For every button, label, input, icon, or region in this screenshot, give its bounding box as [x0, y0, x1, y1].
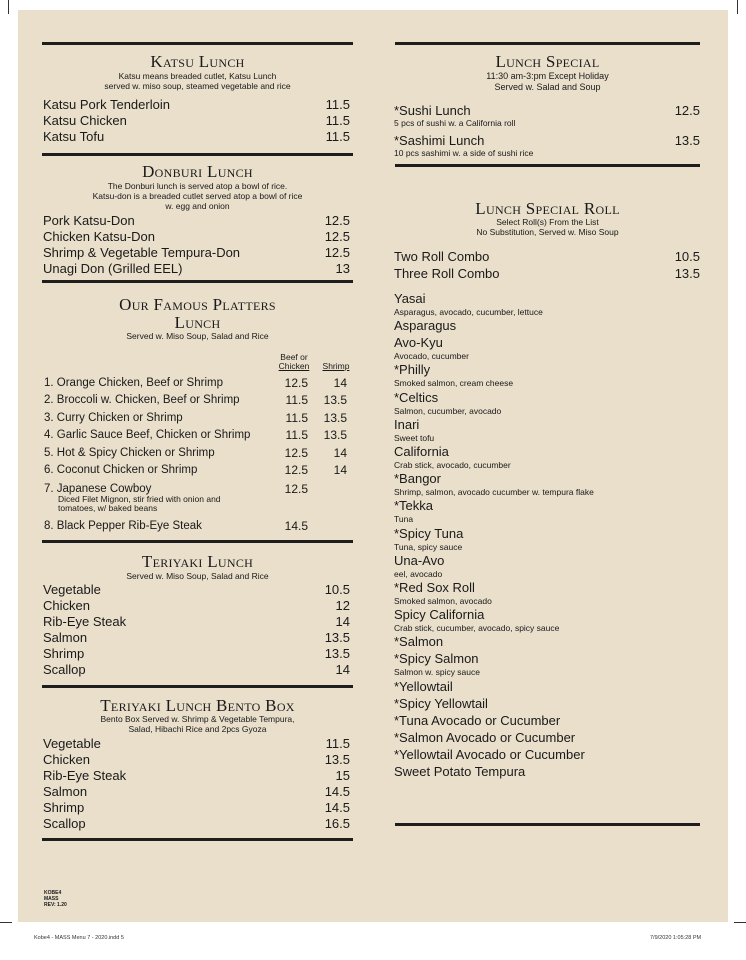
roll-name: Spicy California	[394, 607, 485, 623]
menu-item-price: 13.5	[324, 646, 350, 661]
donburi-subtitle: w. egg and onion	[165, 201, 230, 211]
menu-item-price: 16.5	[324, 816, 350, 831]
menu-item-name: Scallop	[43, 662, 86, 677]
platters-title-lunch: Lunch	[174, 313, 221, 332]
menu-item-name: Chicken	[43, 598, 90, 613]
print-mark: MASS	[44, 896, 59, 902]
roll-description: Smoked salmon, cream cheese	[394, 378, 514, 389]
crop-mark	[8, 0, 9, 14]
platter-name: 4. Garlic Sauce Beef, Chicken or Shrimp	[44, 429, 251, 442]
divider	[42, 838, 353, 841]
platters-title: Our Famous Platters	[119, 295, 276, 314]
platter-price-beef-chicken: 14.5	[284, 519, 308, 533]
roll-name: California	[394, 444, 449, 459]
lunch-special-hours: 11:30 am-3:pm Except Holiday	[486, 71, 609, 81]
platter-name: 2. Broccoli w. Chicken, Beef or Shrimp	[44, 394, 240, 407]
menu-item-name: *Sushi Lunch	[394, 103, 471, 118]
column-header-shrimp: Shrimp	[322, 361, 350, 371]
divider	[395, 42, 700, 45]
special-roll-title: Lunch Special Roll	[475, 199, 620, 218]
roll-description: Crab stick, avocado, cucumber	[394, 460, 511, 470]
special-roll-subtitle: No Substitution, Served w. Miso Soup	[476, 227, 619, 237]
platter-price-shrimp: 13.5	[323, 410, 347, 425]
crop-mark	[0, 922, 12, 923]
menu-item-price: 14.5	[324, 784, 350, 799]
roll-name: *Tuna Avocado or Cucumber	[394, 712, 561, 728]
menu-item-price: 13	[335, 261, 350, 276]
roll-description: Asparagus, avocado, cucumber, lettuce	[394, 307, 543, 317]
menu-item-name: Shrimp	[43, 800, 85, 815]
divider	[395, 164, 700, 167]
menu-item-price: 12.5	[324, 213, 350, 228]
crop-mark	[737, 0, 738, 14]
platter-price-beef-chicken: 11.5	[285, 410, 308, 425]
menu-item-price: 13.5	[324, 630, 350, 645]
platter-name: 8. Black Pepper Rib-Eye Steak	[44, 520, 202, 532]
roll-name: *Spicy Salmon	[394, 651, 479, 667]
roll-name: Avo-Kyu	[394, 335, 443, 351]
menu-item-price: 15	[335, 768, 350, 783]
platter-name: 3. Curry Chicken or Shrimp	[44, 411, 183, 424]
bento-subtitle: Salad, Hibachi Rice and 2pcs Gyoza	[128, 724, 267, 734]
roll-name: *Bangor	[394, 471, 441, 487]
katsu-subtitle: Katsu means breaded cutlet, Katsu Lunch	[118, 71, 277, 81]
donburi-title: Donburi Lunch	[142, 162, 253, 181]
roll-name: *Spicy Tuna	[394, 525, 464, 541]
menu-item-price: 14	[335, 662, 350, 677]
print-mark: REV: 1.20	[44, 902, 67, 908]
platter-price-beef-chicken: 11.5	[285, 393, 308, 408]
divider	[42, 540, 353, 543]
menu-item-price: 14.5	[324, 800, 350, 815]
platter-name: 6. Coconut Chicken or Shrimp	[44, 464, 198, 476]
menu-item-name: Salmon	[43, 784, 88, 799]
footer-file: Kobe4 - MASS Menu 7 - 2020.indd 5	[34, 935, 124, 941]
roll-description: Smoked salmon, avocado	[394, 596, 492, 606]
menu-item-name: Vegetable	[43, 582, 101, 597]
platter-name: 7. Japanese Cowboy	[44, 483, 152, 495]
teriyaki-title: Teriyaki Lunch	[141, 552, 254, 571]
roll-description: Salmon, cucumber, avocado	[394, 405, 502, 416]
menu-item-price: 11.5	[325, 97, 350, 112]
combo-name: Two Roll Combo	[394, 249, 490, 264]
divider	[42, 280, 353, 283]
roll-name: *Yellowtail Avocado or Cucumber	[394, 746, 585, 762]
roll-description: Crab stick, cucumber, avocado, spicy sauce	[394, 623, 560, 634]
roll-name: Sweet Potato Tempura	[394, 763, 526, 779]
menu-item-name: Salmon	[43, 630, 88, 645]
platter-price-beef-chicken: 12.5	[284, 482, 308, 496]
menu-item-description: 10 pcs sashimi w. a side of sushi rice	[394, 148, 534, 158]
teriyaki-subtitle: Served w. Miso Soup, Salad and Rice	[126, 571, 269, 581]
menu-item-name: Vegetable	[43, 736, 101, 751]
roll-description: Avocado, cucumber	[394, 351, 469, 362]
donburi-subtitle: Katsu-don is a breaded cutlet served atop a bowl of rice	[92, 191, 303, 201]
menu-item-price: 12.5	[324, 245, 350, 260]
menu-item-name: Chicken Katsu-Don	[43, 229, 155, 244]
platter-name: 5. Hot & Spicy Chicken or Shrimp	[44, 446, 215, 459]
print-mark: KOBE4	[44, 890, 62, 896]
bento-subtitle: Bento Box Served w. Shrimp & Vegetable Tempura,	[100, 714, 295, 724]
roll-name: *Celtics	[394, 389, 439, 405]
platter-price-shrimp: 13.5	[323, 393, 347, 408]
menu-item-name: Katsu Pork Tenderloin	[43, 97, 170, 112]
roll-description: Shrimp, salmon, avocado cucumber w. tempura flake	[394, 487, 594, 498]
menu-item-name: Scallop	[43, 816, 86, 831]
lunch-special-title: Lunch Special	[495, 52, 600, 71]
menu-item-name: Unagi Don (Grilled EEL)	[43, 261, 183, 276]
column-header-beef-chicken: Chicken	[278, 361, 310, 371]
divider	[395, 823, 700, 826]
combo-name: Three Roll Combo	[394, 266, 500, 281]
roll-name: *Red Sox Roll	[394, 580, 475, 595]
crop-mark	[734, 922, 746, 923]
divider	[42, 685, 353, 688]
special-roll-subtitle: Select Roll(s) From the List	[496, 217, 599, 227]
menu-item-price: 13.5	[674, 133, 700, 148]
platter-name: 1. Orange Chicken, Beef or Shrimp	[44, 377, 223, 389]
menu-item-price: 11.5	[325, 736, 350, 751]
roll-name: *Yellowtail	[394, 678, 453, 694]
menu-item-price: 11.5	[325, 129, 350, 144]
menu-item-name: Rib-Eye Steak	[43, 614, 127, 629]
combo-price: 13.5	[674, 266, 700, 281]
divider	[42, 153, 353, 156]
roll-name: *Spicy Yellowtail	[394, 695, 488, 711]
roll-name: *Philly	[394, 362, 431, 378]
katsu-title: Katsu Lunch	[150, 52, 245, 71]
menu-item-name: Katsu Tofu	[43, 129, 105, 144]
katsu-subtitle: served w. miso soup, steamed vegetable and rice	[104, 81, 291, 91]
roll-name: Una-Avo	[394, 552, 445, 568]
roll-description: Salmon w. spicy sauce	[394, 667, 480, 678]
donburi-subtitle: The Donburi lunch is served atop a bowl of rice.	[107, 181, 288, 191]
menu-item-name: Shrimp	[43, 646, 85, 661]
menu-item-price: 13.5	[324, 752, 350, 767]
platter-price-beef-chicken: 12.5	[284, 463, 308, 477]
menu-item-price: 12	[335, 598, 350, 613]
menu-item-price: 14	[335, 614, 350, 629]
menu-item-name: Shrimp & Vegetable Tempura-Don	[43, 245, 241, 260]
roll-description: Sweet tofu	[394, 432, 435, 443]
menu-item-name: Chicken	[43, 752, 90, 767]
roll-name: Yasai	[394, 291, 426, 306]
platters-subtitle: Served w. Miso Soup, Salad and Rice	[126, 331, 269, 341]
platter-price-beef-chicken: 12.5	[284, 376, 308, 390]
bento-title: Teriyaki Lunch Bento Box	[100, 696, 295, 715]
platter-price-shrimp: 13.5	[323, 428, 347, 443]
menu-item-name: Katsu Chicken	[43, 113, 127, 128]
platter-price-beef-chicken: 12.5	[284, 445, 308, 460]
roll-description: eel, avocado	[394, 568, 443, 579]
lunch-special-subtitle: Served w. Salad and Soup	[494, 82, 601, 92]
roll-name: *Salmon	[394, 634, 444, 650]
divider	[42, 42, 353, 45]
menu-item-price: 12.5	[674, 103, 700, 118]
footer-timestamp: 7/9/2020 1:05:28 PM	[650, 935, 702, 941]
menu-item-description: 5 pcs of sushi w. a California roll	[394, 118, 516, 128]
platter-price-shrimp: 14	[333, 445, 347, 460]
roll-description: Tuna	[394, 514, 414, 525]
platter-price-shrimp: 14	[333, 376, 347, 390]
menu-item-name: *Sashimi Lunch	[394, 133, 485, 148]
roll-name: *Tekka	[394, 498, 434, 514]
menu-item-price: 12.5	[324, 229, 350, 244]
menu-item-name: Rib-Eye Steak	[43, 768, 127, 783]
platter-price-shrimp: 14	[333, 463, 347, 477]
roll-name: Asparagus	[394, 318, 457, 334]
platter-price-beef-chicken: 11.5	[285, 428, 308, 443]
roll-name: Inari	[394, 416, 420, 432]
combo-price: 10.5	[674, 249, 700, 264]
roll-description: Tuna, spicy sauce	[394, 541, 463, 552]
platter-description: tomatoes, w/ baked beans	[58, 503, 158, 513]
column-header-beef-chicken: Beef or	[280, 352, 308, 362]
menu-item-name: Pork Katsu-Don	[43, 213, 135, 228]
platter-description: Diced Filet Mignon, stir fried with onion and	[58, 494, 221, 504]
menu-item-price: 10.5	[324, 582, 350, 597]
roll-name: *Salmon Avocado or Cucumber	[394, 729, 576, 745]
menu-item-price: 11.5	[325, 113, 350, 128]
